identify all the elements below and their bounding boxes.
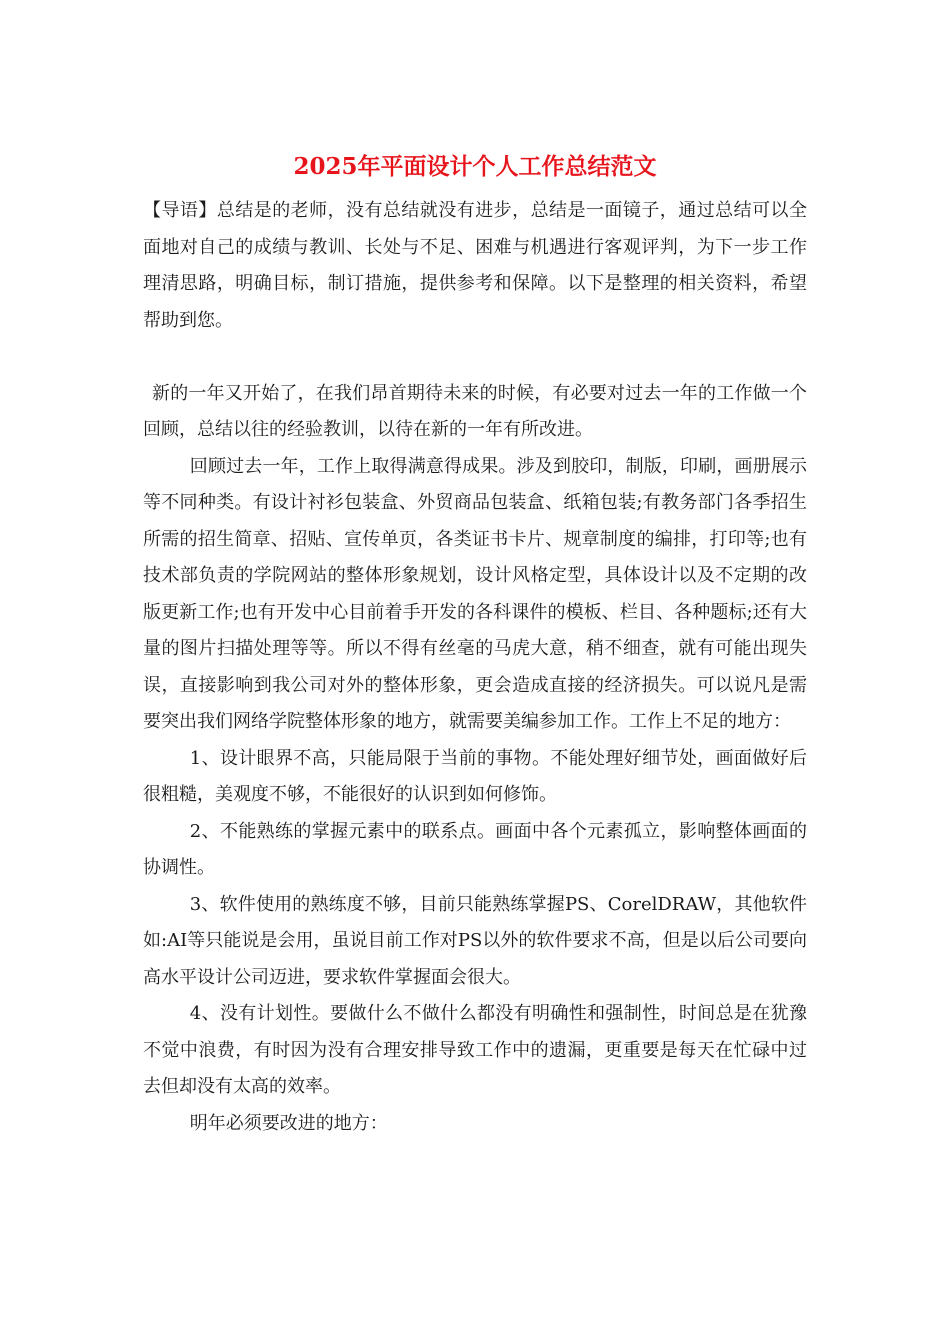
document-title: 2025年平面设计个人工作总结范文 <box>293 153 657 180</box>
shortcoming-item-2: 2、不能熟练的掌握元素中的联系点。画面中各个元素孤立，影响整体画面的协调性。 <box>143 820 807 878</box>
review-paragraph: 回顾过去一年，工作上取得满意得成果。涉及到胶印，制版，印刷，画册展示等不同种类。有设计衬衫包装盒、外贸商品包装盒、纸箱包装;有教务部门各季招生所需的招生简章、招贴、宣传单页，各类证书卡片、规章制度的编排，打印等;也有技术部负责的学院网站的整体形象规划，设计风格定型，具体设计以及不定期的改版更新工作;也有开发中心目前着手开发的各科课件的模板、栏目、各种题标;还有大量的图片扫描处理等等。所以不得有丝毫的马虎大意，稍不细查，就有可能出现失误，直接影响到我公司对外的整体形象，更会造成直接的经济损失。可以说凡是需要突出我们网络学院整体形象的地方，就需要美编参加工作。工作上不足的地方： <box>143 455 807 732</box>
shortcoming-item-1: 1、设计眼界不高，只能局限于当前的事物。不能处理好细节处，画面做好后很粗糙，美观度不够，不能很好的认识到如何修饰。 <box>143 747 807 805</box>
opening-paragraph: 新的一年又开始了，在我们昂首期待未来的时候，有必要对过去一年的工作做一个回顾，总结以往的经验教训，以待在新的一年有所改进。 <box>143 382 807 440</box>
intro-paragraph: 【导语】总结是的老师，没有总结就没有进步，总结是一面镜子，通过总结可以全面地对自己的成绩与教训、长处与不足、困难与机遇进行客观评判，为下一步工作理清思路，明确目标，制订措施，提供参考和保障。以下是整理的相关资料，希望帮助到您。 <box>143 200 807 331</box>
shortcoming-item-4: 4、没有计划性。要做什么不做什么都没有明确性和强制性，时间总是在犹豫不觉中浪费，有时因为没有合理安排导致工作中的遗漏，更重要是每天在忙碌中过去但却没有太高的效率。 <box>143 1003 807 1097</box>
improvement-heading: 明年必须要改进的地方： <box>189 1112 388 1134</box>
shortcoming-item-3: 3、软件使用的熟练度不够，目前只能熟练掌握PS、CorelDRAW，其他软件如:AI等只能说是会用，虽说目前工作对PS以外的软件要求不高，但是以后公司要向高水平设计公司迈进，要求软件掌握面会很大。 <box>143 893 807 988</box>
document-body <box>143 193 807 1142</box>
